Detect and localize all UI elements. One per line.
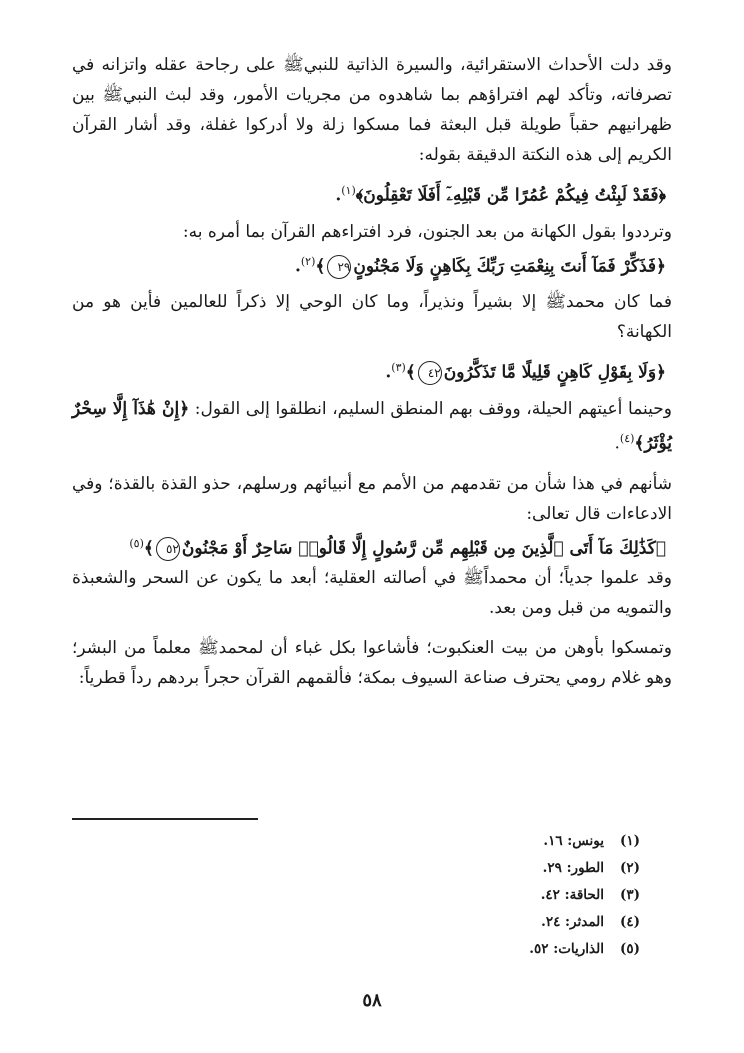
footnote-item: (٣) الحاقة: ٤٢. [540, 887, 640, 903]
page-number: ٥٨ [362, 990, 382, 1011]
ayah-number-marker: ٢٩ [327, 255, 351, 279]
footnote-item: (٤) المدثر: ٢٤. [541, 914, 640, 930]
paragraph: وتمسكوا بأوهن من بيت العنكبوت؛ فأشاعوا بكل غباء أن لمحمدﷺ معلماً من البشر؛ وهو غلام رومي يحترف صناعة السيوف بمكة؛ فألقمهم القرآن حجراً بردهم رداً قطرياً: [72, 638, 672, 689]
footnote-ref: (٣) [391, 361, 406, 375]
footnote-item: (٥) الذاريات: ٥٢. [529, 941, 640, 957]
verse-text: ﴿كَذَٰلِكَ مَآ أَتَى ٱلَّذِينَ مِن قَبْلِهِم مِّن رَّسُولٍ إِلَّا قَالُوا۟ سَاحِرٌ أَوْ مَجْنُونٌ [181, 538, 666, 559]
quran-verse: ﴿كَذَٰلِكَ مَآ أَتَى ٱلَّذِينَ مِن قَبْلِهِم مِّن رَّسُولٍ إِلَّا قَالُوا۟ سَاحِرٌ أَوْ مَجْنُونٌ٥٢﴾$^{(٥)}$ [72, 529, 672, 564]
ayah-number-marker: ٥٢ [156, 537, 180, 561]
paragraph: شأنهم في هذا شأن من تقدمهم من الأمم مع أنبيائهم ورسلهم، حذو القذة بالقذة؛ وفي الادعاءات قال تعالى: [72, 473, 672, 524]
paragraph: وقد دلت الأحداث الاستقرائية، والسيرة الذاتية للنبيﷺ على رجاحة عقله واتزانه في تصرفاته، وتأكد لهم افتراؤهم بما شاهدوه من مجريات الأمور، وقد لبث النبيﷺ بين ظهرانيهم حقباً طويلة قبل البعثة فما مسكوا زلة ولا أدركوا غفلة، وقد أشار القرآن الكريم إلى هذه النكتة الدقيقة بقوله: [72, 55, 672, 165]
footnote-ref: (٢) [300, 254, 316, 268]
book-page [72, 50, 672, 1030]
quran-verse: ﴿فَذَكِّرْ فَمَآ أَنتَ بِنِعْمَتِ رَبِّكَ بِكَاهِنٍ وَلَا مَجْنُونٍ٢٩﴾$^{(٢)}$. [72, 247, 672, 282]
ayah-number-marker: ٤٢ [418, 361, 442, 385]
quran-verse: ﴿فَقَدْ لَبِثْتُ فِيكُمْ عُمُرًا مِّن قَبْلِهِۦٓ أَفَلَا تَعْقِلُونَ﴾$^{(١)}$. [335, 184, 666, 206]
paragraph: وترددوا بقول الكهانة من بعد الجنون، فرد افتراءهم القرآن بما أمره به: [182, 221, 672, 242]
footnote-item: (٢) الطور: ٢٩. [542, 860, 640, 876]
main-text [72, 50, 672, 693]
verse-text: ﴿فَقَدْ لَبِثْتُ فِيكُمْ عُمُرًا مِّن قَبْلِهِۦٓ أَفَلَا تَعْقِلُونَ﴾ [355, 185, 666, 206]
footnote-ref: (٥) [129, 536, 144, 550]
footnote-ref: (٤) [619, 431, 635, 445]
footnotes-list [240, 828, 640, 963]
verse-text: ﴿فَذَكِّرْ فَمَآ أَنتَ بِنِعْمَتِ رَبِّكَ بِكَاهِنٍ وَلَا مَجْنُونٍ [353, 256, 666, 277]
footnote-item: (١) يونس: ١٦. [543, 833, 640, 849]
paragraph: وحينما أعيتهم الحيلة، ووقف بهم المنطق السليم، انطلقوا إلى القول: ﴿إِنْ هَٰذَآ إِلَّا سِحْرٌ يُؤْثَرُ﴾$^{(٤)}$. [72, 398, 672, 454]
quran-verse: ﴿وَلَا بِقَوْلِ كَاهِنٍ قَلِيلًا مَّا تَذَكَّرُونَ٤٢﴾$^{(٣)}$. [72, 353, 672, 388]
verse-text: ﴿إِنْ هَٰذَآ إِلَّا سِحْرٌ يُؤْثَرُ﴾ [72, 398, 672, 454]
verse-text: ﴿وَلَا بِقَوْلِ كَاهِنٍ قَلِيلًا مَّا تَذَكَّرُونَ [443, 362, 666, 383]
paragraph: وقد علموا جدياً؛ أن محمداًﷺ في أصالته العقلية؛ أبعد ما يكون عن السحر والشعبذة والتمويه من قبل ومن بعد. [72, 568, 672, 619]
footnote-ref: (١) [341, 184, 356, 197]
footnote-divider [72, 818, 258, 820]
paragraph: فما كان محمدﷺ إلا بشيراً ونذيراً، وما كان الوحي إلا ذكراً للعالمين فأين هو من الكهانة؟ [72, 292, 672, 343]
